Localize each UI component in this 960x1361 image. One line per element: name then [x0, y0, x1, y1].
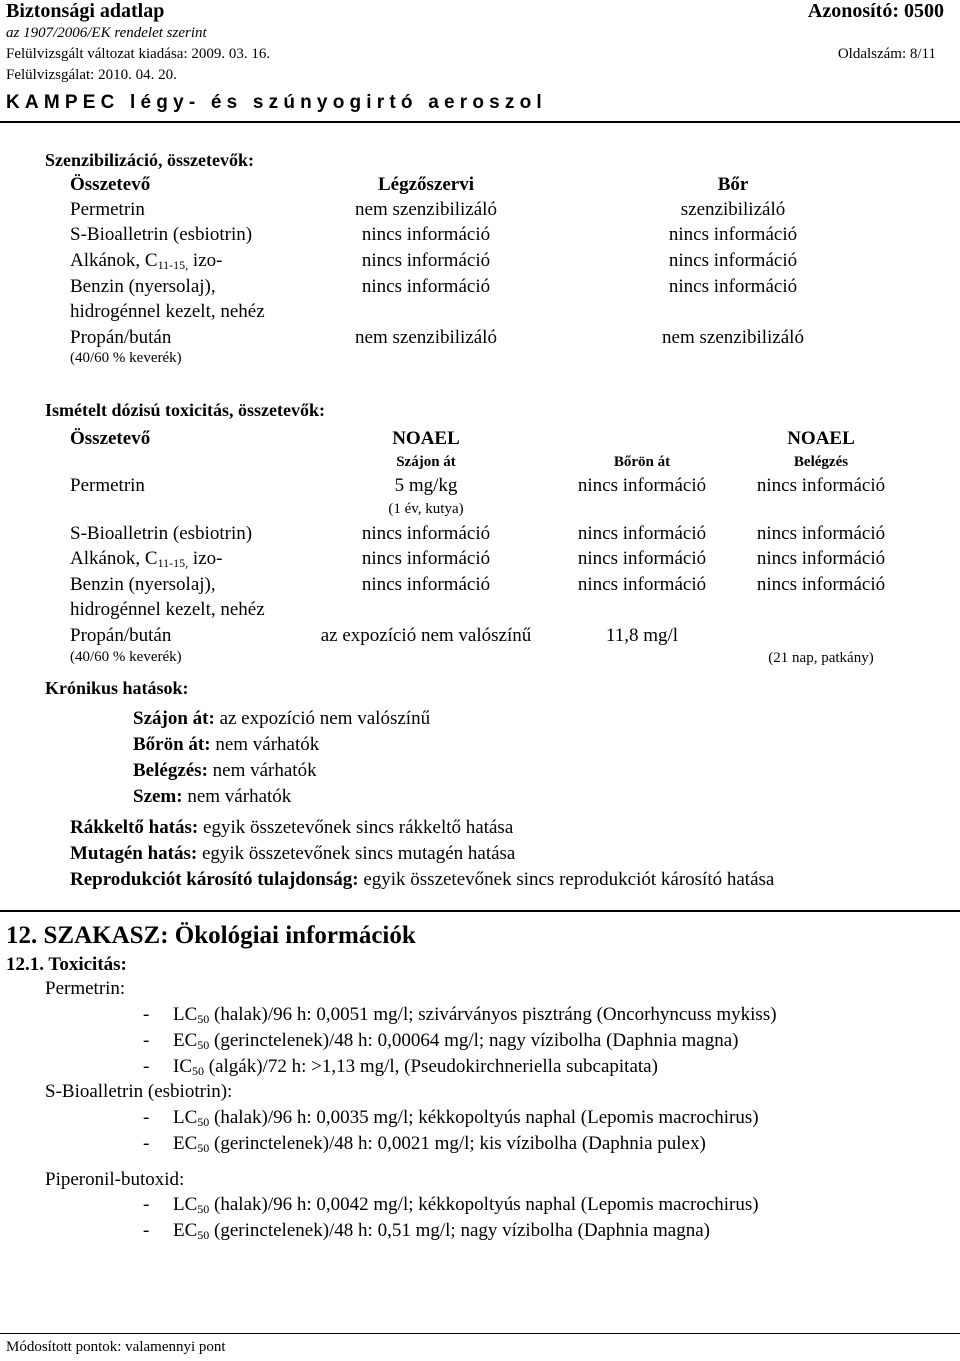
sens-row-skin: nincs információ: [668, 224, 798, 245]
sens-row-name: Propán/bután: [70, 327, 172, 348]
tox-row-dermal: 11,8 mg/l: [605, 625, 679, 646]
eco-group-name: Piperonil-butoxid:: [45, 1169, 185, 1190]
tox-row-name: Alkánok, $C_{11-15,}$ izo-: [70, 548, 223, 570]
sens-row-name-cont: (40/60 % keverék): [70, 350, 182, 366]
sens-row-skin: nincs információ: [668, 250, 798, 271]
eco-group-name: Permetrin:: [45, 978, 126, 999]
sens-col-component: Összetevő: [70, 174, 151, 195]
chronic-item: Szem: nem várhatók: [133, 786, 292, 807]
chronic-item: Szájon át: az expozíció nem valószínű: [133, 708, 431, 729]
tox-row-dermal: nincs információ: [577, 548, 707, 569]
tox-col-noael-inhal: NOAEL: [787, 428, 855, 449]
header-divider: [0, 121, 960, 123]
eco-dash: -: [143, 1220, 150, 1241]
tox-col-noael-oral: NOAEL: [392, 428, 460, 449]
tox-sub-dermal: Bőrön át: [613, 454, 671, 470]
tox-row-name-cont: hidrogénnel kezelt, nehéz: [70, 599, 265, 620]
tox-row-oral: nincs információ: [361, 523, 491, 544]
tox-row-dermal: nincs információ: [577, 574, 707, 595]
footer-text: Módosított pontok: valamennyi pont: [6, 1339, 226, 1355]
eco-item: $LC_{50}$ (halak)/96 h: 0,0035 mg/l; kékkopoltyús naphal (Lepomis macrochirus): [173, 1107, 759, 1129]
chronic-item: Belégzés: nem várhatók: [133, 760, 317, 781]
subsection-toxicity: 12.1. Toxicitás:: [6, 954, 127, 975]
effect-reproductive: Reprodukciót károsító tulajdonság: egyik összetevőnek sincs reprodukciót károsító hatása: [70, 869, 775, 890]
eco-item: $LC_{50}$ (halak)/96 h: 0,0051 mg/l; szivárványos pisztráng (Oncorhyncuss mykiss): [173, 1004, 777, 1026]
effect-mutagenic: Mutagén hatás: egyik összetevőnek sincs mutagén hatása: [70, 843, 516, 864]
chronic-title: Krónikus hatások:: [45, 678, 189, 698]
eco-item: $IC_{50}$ (algák)/72 h: >1,13 mg/l, (Pseudokirchneriella subcapitata): [173, 1056, 658, 1078]
tox-row-note: (1 év, kutya): [388, 501, 464, 517]
sens-row-skin: nincs információ: [668, 276, 798, 297]
revised-issue: Felülvizsgált változat kiadása: 2009. 03. 16.: [6, 46, 271, 62]
sens-col-skin: Bőr: [717, 174, 749, 195]
tox-row-name: S-Bioalletrin (esbiotrin): [70, 523, 253, 544]
eco-dash: -: [143, 1133, 150, 1154]
regulation: az 1907/2006/EK rendelet szerint: [6, 25, 207, 41]
tox-row-inhal: nincs információ: [756, 523, 886, 544]
eco-group-name: S-Bioalletrin (esbiotrin):: [45, 1081, 233, 1102]
tox-row-dermal: nincs információ: [577, 523, 707, 544]
sens-col-resp: Légzőszervi: [377, 174, 475, 195]
eco-dash: -: [143, 1056, 150, 1077]
eco-item: $EC_{50}$ (gerinctelenek)/48 h: 0,00064 mg/l; nagy vízibolha (Daphnia magna): [173, 1030, 739, 1052]
doc-title: Biztonsági adatlap: [6, 0, 165, 22]
tox-row-oral: 5 mg/kg: [394, 475, 458, 496]
sens-row-resp: nincs információ: [361, 250, 491, 271]
sens-row-name: Benzin (nyersolaj),: [70, 276, 216, 297]
sens-row-name: Permetrin: [70, 199, 145, 220]
sens-row-resp: nincs információ: [361, 224, 491, 245]
sens-row-resp: nincs információ: [361, 276, 491, 297]
tox-row-oral: nincs információ: [361, 548, 491, 569]
tox-title: Ismételt dózisú toxicitás, összetevők:: [45, 400, 325, 420]
tox-row-inhal: nincs információ: [756, 574, 886, 595]
footer-divider: [0, 1333, 960, 1334]
tox-sub-inhal: Belégzés: [793, 454, 849, 470]
tox-row-name: Benzin (nyersolaj),: [70, 574, 216, 595]
section-divider: [0, 910, 960, 912]
eco-item: $EC_{50}$ (gerinctelenek)/48 h: 0,51 mg/l; nagy vízibolha (Daphnia magna): [173, 1220, 710, 1242]
product-name: KAMPEC légy- és szúnyogirtó aeroszol: [6, 92, 547, 113]
revision-date: Felülvizsgálat: 2010. 04. 20.: [6, 67, 177, 83]
section-12-title: 12. SZAKASZ: Ökológiai információk: [6, 922, 416, 949]
tox-sub-oral: Szájon át: [396, 454, 456, 470]
eco-item: $LC_{50}$ (halak)/96 h: 0,0042 mg/l; kékkopoltyús naphal (Lepomis macrochirus): [173, 1194, 759, 1216]
tox-col-component: Összetevő: [70, 428, 151, 449]
eco-dash: -: [143, 1107, 150, 1128]
tox-row-inhal: nincs információ: [756, 475, 886, 496]
sens-row-name: S-Bioalletrin (esbiotrin): [70, 224, 253, 245]
tox-row-dermal: nincs információ: [577, 475, 707, 496]
tox-row-oral: nincs információ: [361, 574, 491, 595]
doc-id: Azonosító: 0500: [807, 0, 944, 22]
tox-row-name: Propán/bután: [70, 625, 172, 646]
sens-row-name: Alkánok, $C_{11-15,}$ izo-: [70, 250, 223, 272]
sens-row-name-cont: hidrogénnel kezelt, nehéz: [70, 301, 265, 322]
sens-row-resp: nem szenzibilizáló: [355, 199, 497, 220]
sens-row-skin: szenzibilizáló: [680, 199, 786, 220]
sens-row-skin: nem szenzibilizáló: [662, 327, 804, 348]
eco-dash: -: [143, 1030, 150, 1051]
eco-dash: -: [143, 1004, 150, 1025]
chronic-item: Bőrön át: nem várhatók: [133, 734, 320, 755]
eco-item: $EC_{50}$ (gerinctelenek)/48 h: 0,0021 mg/l; kis vízibolha (Daphnia pulex): [173, 1133, 706, 1155]
effect-carcinogenic: Rákkeltő hatás: egyik összetevőnek sincs rákkeltő hatása: [70, 817, 514, 838]
tox-row-name: Permetrin: [70, 475, 145, 496]
sens-row-resp: nem szenzibilizáló: [355, 327, 497, 348]
tox-row-name-cont: (40/60 % keverék): [70, 649, 182, 665]
tox-row-inhal-note: (21 nap, patkány): [768, 650, 874, 666]
eco-dash: -: [143, 1194, 150, 1215]
page-number: Oldalszám: 8/11: [837, 46, 936, 62]
tox-row-inhal: nincs információ: [756, 548, 886, 569]
sens-title: Szenzibilizáció, összetevők:: [45, 150, 254, 170]
tox-row-oral: az expozíció nem valószínű: [320, 625, 532, 646]
